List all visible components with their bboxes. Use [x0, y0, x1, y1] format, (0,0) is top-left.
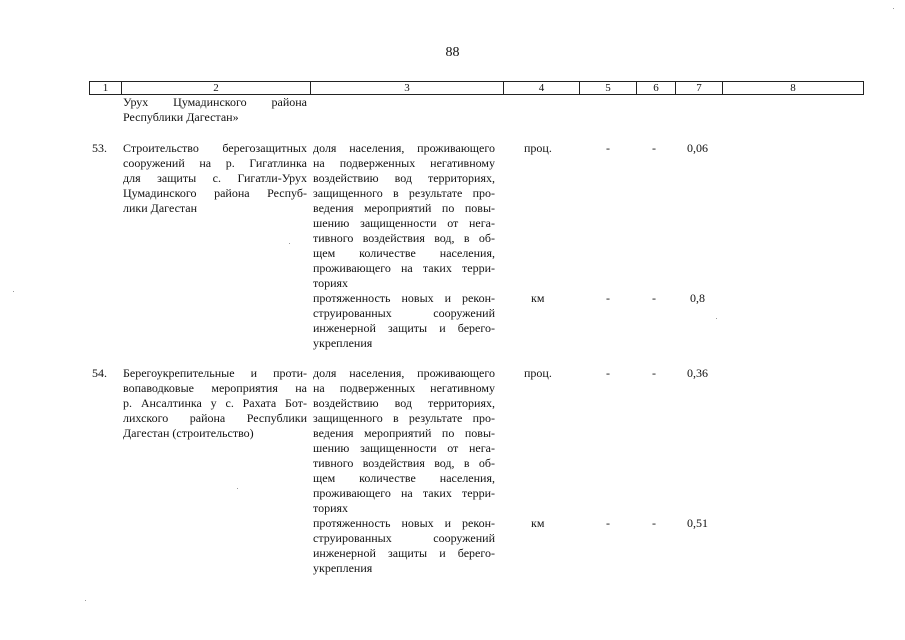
text-line: для защиты с. Гигатли-Урух: [123, 171, 307, 185]
text-line: инженерной защиты и берего-: [313, 321, 495, 335]
text-line: вопаводковые мероприятия на: [123, 381, 307, 395]
text-line: ториях: [313, 501, 349, 515]
scan-speck: [237, 488, 238, 489]
scan-speck: [716, 318, 717, 319]
column-header-6: 6: [637, 82, 676, 95]
row-number: 54.: [92, 366, 107, 380]
page-number: 88: [445, 45, 460, 60]
text-line: Урух Цумадинского района: [123, 95, 307, 109]
row-number: 53.: [92, 141, 107, 155]
text-line: Берегоукрепительные и проти-: [123, 366, 307, 380]
indicator-text: [313, 291, 495, 351]
column-header-5: 5: [580, 82, 637, 95]
col5-value: -: [606, 516, 610, 530]
text-line: воздействию вод территориях,: [313, 171, 495, 185]
text-line: ториях: [313, 276, 349, 290]
scan-speck: [13, 291, 14, 292]
text-line: шению защищенности от нега-: [313, 441, 495, 455]
text-line: тивного воздействия вод, в об-: [313, 456, 495, 470]
column-header-4: 4: [504, 82, 580, 95]
unit: проц.: [524, 141, 552, 155]
unit: проц.: [524, 366, 552, 380]
text-line: инженерной защиты и берего-: [313, 546, 495, 560]
continuation-name: [123, 95, 307, 125]
col6-value: -: [652, 291, 656, 305]
column-header-row: [89, 81, 864, 95]
unit: км: [531, 516, 545, 530]
column-header-8: 8: [723, 82, 864, 95]
scan-speck: [85, 600, 86, 601]
indicator-text: [313, 516, 495, 576]
text-line: на подверженных негативному: [313, 156, 495, 170]
project-name: [123, 366, 307, 441]
text-line: Дагестан (строительство): [123, 426, 254, 440]
col6-value: -: [652, 141, 656, 155]
text-line: тивного воздействия вод, в об-: [313, 231, 495, 245]
col7-value: 0,8: [690, 291, 705, 305]
scan-speck: [289, 243, 290, 244]
text-line: ведения мероприятий по повы-: [313, 426, 495, 440]
text-line: струированных сооружений: [313, 306, 495, 320]
col5-value: -: [606, 141, 610, 155]
col7-value: 0,51: [687, 516, 708, 530]
text-line: доля населения, проживающего: [313, 366, 495, 380]
project-name: [123, 141, 307, 216]
unit: км: [531, 291, 545, 305]
text-line: проживающего на таких терри-: [313, 486, 495, 500]
text-line: протяженность новых и рекон-: [313, 516, 495, 530]
text-line: защищенного в результате про-: [313, 186, 495, 200]
text-line: доля населения, проживающего: [313, 141, 495, 155]
column-header-7: 7: [676, 82, 723, 95]
text-line: ведения мероприятий по повы-: [313, 201, 495, 215]
col5-value: -: [606, 291, 610, 305]
col6-value: -: [652, 366, 656, 380]
text-line: протяженность новых и рекон-: [313, 291, 495, 305]
text-line: струированных сооружений: [313, 531, 495, 545]
text-line: лихского района Республики: [123, 411, 307, 425]
text-line: Цумадинского района Респуб-: [123, 186, 307, 200]
text-line: шению защищенности от нега-: [313, 216, 495, 230]
column-header-1: 1: [90, 82, 122, 95]
text-line: проживающего на таких терри-: [313, 261, 495, 275]
column-header-2: 2: [122, 82, 311, 95]
text-line: Республики Дагестан»: [123, 110, 239, 124]
text-line: воздействию вод территориях,: [313, 396, 495, 410]
indicator-text: [313, 366, 495, 516]
column-header-3: 3: [311, 82, 504, 95]
text-line: щем количестве населения,: [313, 246, 495, 260]
indicator-text: [313, 141, 495, 291]
col5-value: -: [606, 366, 610, 380]
col6-value: -: [652, 516, 656, 530]
text-line: сооружений на р. Гигатлинка: [123, 156, 307, 170]
text-line: укрепления: [313, 336, 373, 350]
col7-value: 0,06: [687, 141, 708, 155]
text-line: защищенного в результате про-: [313, 411, 495, 425]
text-line: Строительство берегозащитных: [123, 141, 307, 155]
text-line: р. Ансалтинка у с. Рахата Бот-: [123, 396, 307, 410]
text-line: щем количестве населения,: [313, 471, 495, 485]
text-line: на подверженных негативному: [313, 381, 495, 395]
col7-value: 0,36: [687, 366, 708, 380]
text-line: укрепления: [313, 561, 373, 575]
text-line: лики Дагестан: [123, 201, 198, 215]
scan-speck: [893, 8, 894, 9]
